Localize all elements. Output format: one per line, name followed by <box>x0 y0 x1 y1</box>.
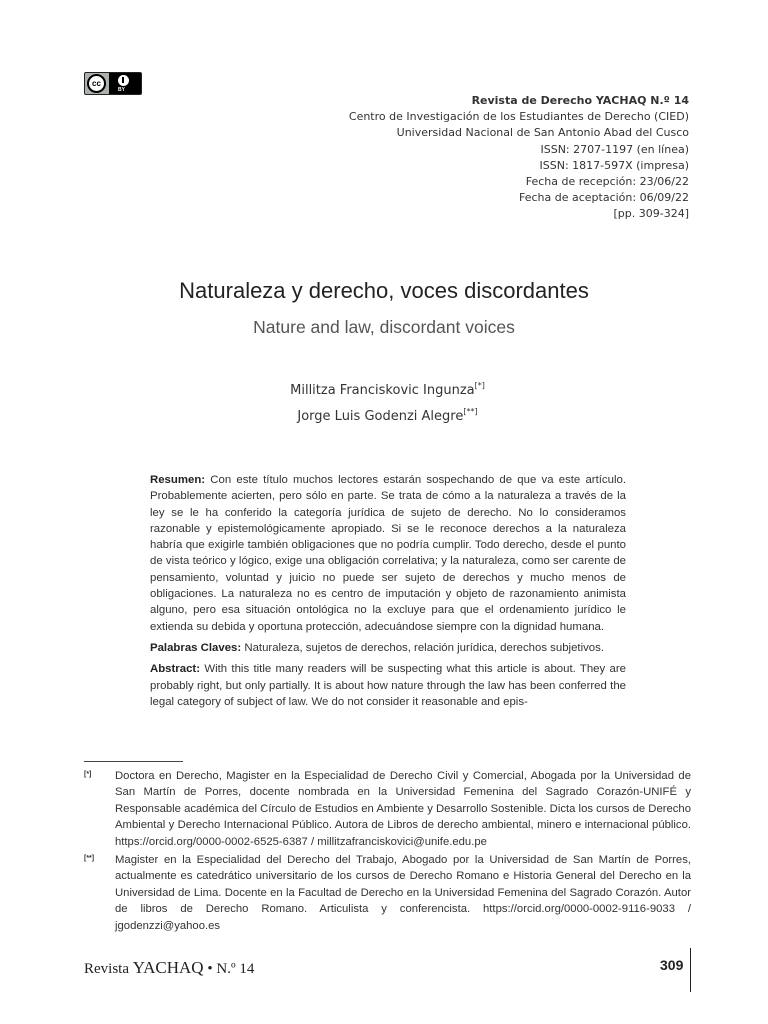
article-title: Naturaleza y derecho, voces discordantes <box>179 278 589 303</box>
resumen-text: Con este título muchos lectores estarán sospechando de que va este artículo. Probablemente acierten, pero sólo en parte. Se trata de cómo a la naturaleza a través de la ley se le ha conferido la categoría jurídica de sujeto de derecho. No lo consideramos razonable y epistemológicamente apropiado. Si se le reconoce derechos a la naturaleza habría que exigirle también obligaciones que no podría cumplir. Todo derecho, desde el punto de vista teórico y lógico, exige una obligación correlativa; y la naturaleza, como ser carente de pensamiento, voluntad y juicio no puede ser sujeto de derechos y mucho menos de obligaciones. La naturaleza no es centro de imputación y objeto de razonamiento animista alguno, pero esa situación ontológica no la excluye para que el ordenamiento jurídico le extienda su debida y oportuna protección, adecuándose siempre con la dignidad humana. <box>150 474 626 633</box>
author-name: Jorge Luis Godenzi Alegre <box>297 409 464 424</box>
keywords-paragraph <box>150 640 626 656</box>
institution-line: Centro de Investigación de los Estudiantes de Derecho (CIED) <box>348 110 689 124</box>
resumen-label: Resumen: <box>150 474 206 486</box>
footnote-2 <box>84 852 691 934</box>
received-date: Fecha de recepción: 23/06/22 <box>525 175 689 189</box>
page-number: 309 <box>660 957 684 973</box>
creative-commons-icon: cc <box>87 74 106 93</box>
journal-name: Revista de Derecho YACHAQ N.º 14 <box>471 94 689 107</box>
running-footer <box>84 958 254 978</box>
english-abstract-paragraph <box>150 661 626 710</box>
footer-revista: Revista <box>84 961 129 977</box>
footnote-1 <box>84 768 691 850</box>
issn-print: ISSN: 1817-597X (impresa) <box>539 158 689 172</box>
author-name: Millitza Franciskovic Ingunza <box>290 383 475 398</box>
keywords-text: Naturaleza, sujetos de derechos, relación jurídica, derechos subjetivos. <box>244 641 604 654</box>
by-label: BY <box>118 87 125 93</box>
footer-separator: • <box>207 961 213 977</box>
page-number-rule <box>690 948 691 992</box>
author-1 <box>0 375 768 401</box>
footnote-mark: [*] <box>84 771 92 778</box>
author-list <box>0 375 768 427</box>
page-range: [pp. 309-324] <box>613 207 689 221</box>
footnote-text: Magister en la Especialidad del Derecho del Trabajo, Abogado por la Universidad de San Martín de Porres, actualmente es catedrático universitario de los cursos de Derecho Romano e Historia General del Derecho en la Universidad de Lima. Docente en la Facultad de Derecho en la Universidad Femenina del Sagrado Corazón. Autor de libros de Derecho Romano. Articulista y conferencista. https://orcid.org/0000-0002-9116-9033 / jgodenzzi@yahoo.es <box>115 854 691 932</box>
keywords-label: Palabras Claves: <box>150 641 242 654</box>
footnote-divider <box>84 761 183 762</box>
cc-by-license-badge <box>84 72 142 95</box>
abstract-label: Abstract: <box>150 663 201 676</box>
abstract-text: With this title many readers will be suspecting what this article is about. They are probably right, but only partially. It is about how nature through the law has been conferred the legal category of subject of law. We do not consider it reasonable and epis- <box>150 663 626 708</box>
attribution-person-icon <box>117 74 130 87</box>
resumen-paragraph <box>150 472 626 635</box>
footer-journal: YACHAQ <box>132 958 204 977</box>
issn-online: ISSN: 2707-1197 (en línea) <box>540 142 689 156</box>
journal-info-block <box>349 93 689 223</box>
author-footnote-mark[interactable]: [**] <box>463 407 478 416</box>
article-subtitle: Nature and law, discordant voices <box>253 317 515 337</box>
footnote-text: Doctora en Derecho, Magister en la Especialidad de Derecho Civil y Comercial, Abogada por la Universidad de San Martín de Porres, docente nombrada en la Universidad Femenina del Sagrado Corazón-UNIFÉ y Responsable académica del Círculo de Estudios en Ambiente y Desarrollo Sostenible. Dicta los cursos de Derecho Ambiental y Derecho Internacional Público. Autora de Libros de derecho ambiental, minero e internacional público. https://orcid.org/0000-0002-6525-6387 / millitzafranciskovici@unife.edu.pe <box>115 770 691 848</box>
accepted-date: Fecha de aceptación: 06/09/22 <box>518 191 689 205</box>
footnote-mark: [**] <box>84 855 95 862</box>
author-footnote-mark[interactable]: [*] <box>474 381 485 390</box>
author-2 <box>0 401 768 427</box>
university-line: Universidad Nacional de San Antonio Abad del Cusco <box>396 126 689 140</box>
footer-issue: N.º 14 <box>216 961 255 977</box>
abstract-section <box>150 472 626 715</box>
